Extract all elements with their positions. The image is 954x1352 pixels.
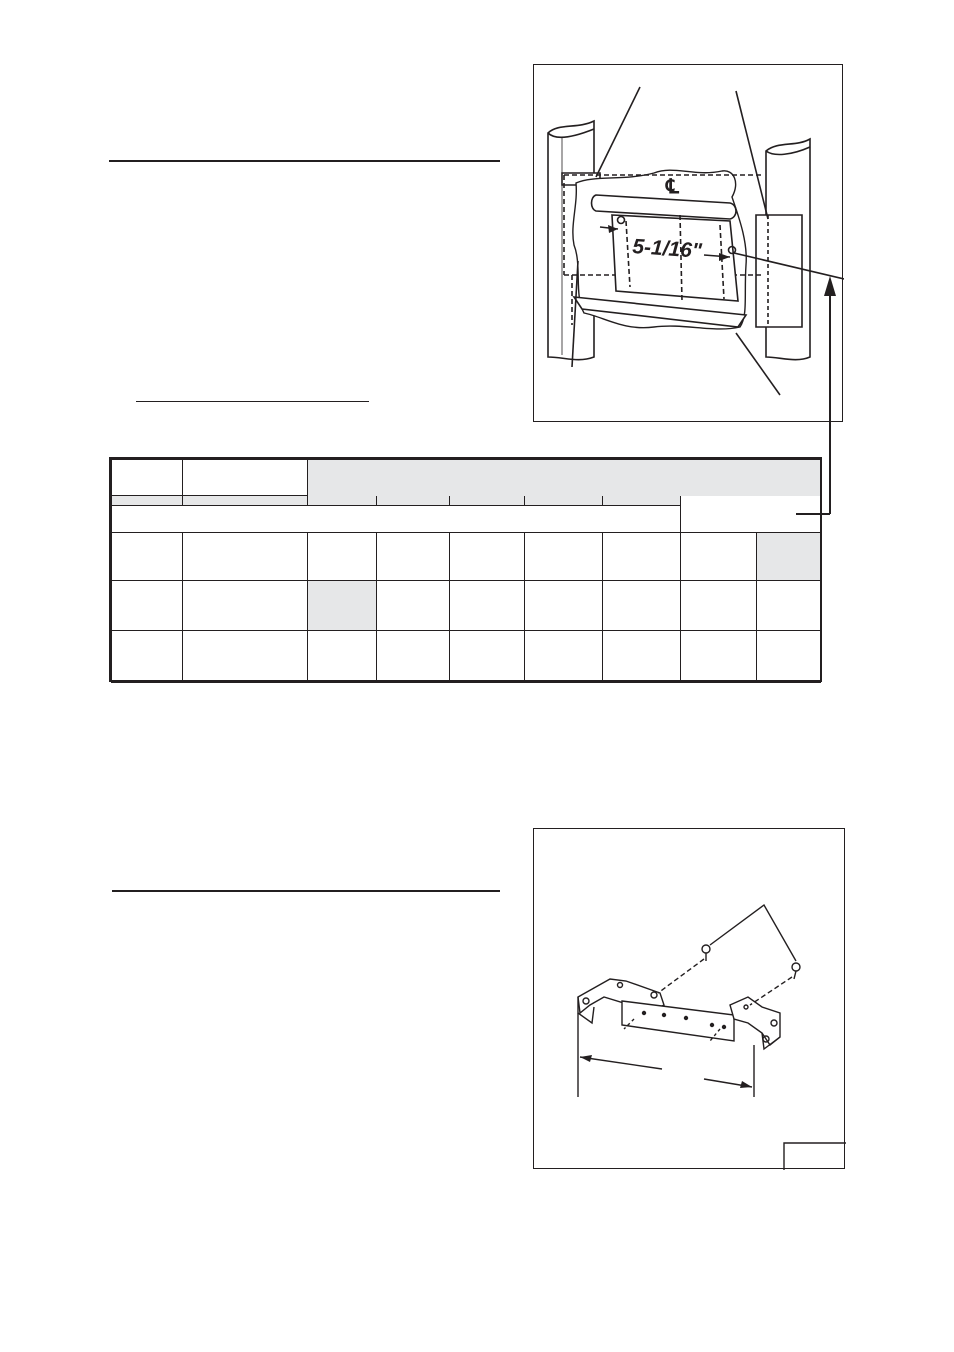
mounting-figure-top — [533, 64, 843, 422]
table-cell — [525, 631, 603, 683]
table-subheader-cell — [308, 496, 377, 506]
table-cell-shaded — [308, 581, 377, 631]
table-unit-row — [112, 506, 681, 533]
table-cell — [183, 581, 308, 631]
table-header-cell-1 — [112, 460, 183, 496]
table-cell — [308, 533, 377, 581]
centerline-symbol: ℄ — [666, 174, 679, 198]
table-subheader-cell — [112, 496, 183, 506]
table-cell — [525, 533, 603, 581]
spec-table — [109, 457, 822, 682]
table-header-cell-2 — [183, 460, 308, 496]
table-subheader-cell — [183, 496, 308, 506]
table-cell — [377, 581, 450, 631]
table-cell-shaded — [757, 533, 821, 581]
dimension-label: 5-1/16" — [631, 235, 703, 263]
table-subheader-cell — [450, 496, 525, 506]
table-cell — [603, 581, 681, 631]
table-cell — [112, 631, 183, 683]
table-cell — [603, 533, 681, 581]
bracket-illustration — [534, 829, 846, 1170]
table-cell — [681, 533, 757, 581]
table-cell — [681, 581, 757, 631]
table-cell — [450, 581, 525, 631]
table-cell — [450, 533, 525, 581]
sub-rule-top — [136, 401, 369, 402]
section-rule-bottom — [112, 890, 500, 892]
table-cell — [183, 533, 308, 581]
table-cell — [525, 581, 603, 631]
table-cell — [377, 631, 450, 683]
bracket-figure-bottom — [533, 828, 845, 1169]
table-cell — [308, 631, 377, 683]
table-subheader-cell — [377, 496, 450, 506]
table-cell — [377, 533, 450, 581]
table-subheader-cell — [603, 496, 681, 506]
table-cell — [757, 631, 821, 683]
table-cell — [681, 631, 757, 683]
section-rule-top — [109, 160, 500, 162]
table-cell — [112, 533, 183, 581]
table-cell — [112, 581, 183, 631]
table-subheader-cell — [525, 496, 603, 506]
table-cell — [450, 631, 525, 683]
mounting-illustration — [534, 65, 844, 423]
table-header-band — [308, 460, 821, 496]
table-cell — [757, 581, 821, 631]
table-cell — [603, 631, 681, 683]
table-cell — [183, 631, 308, 683]
